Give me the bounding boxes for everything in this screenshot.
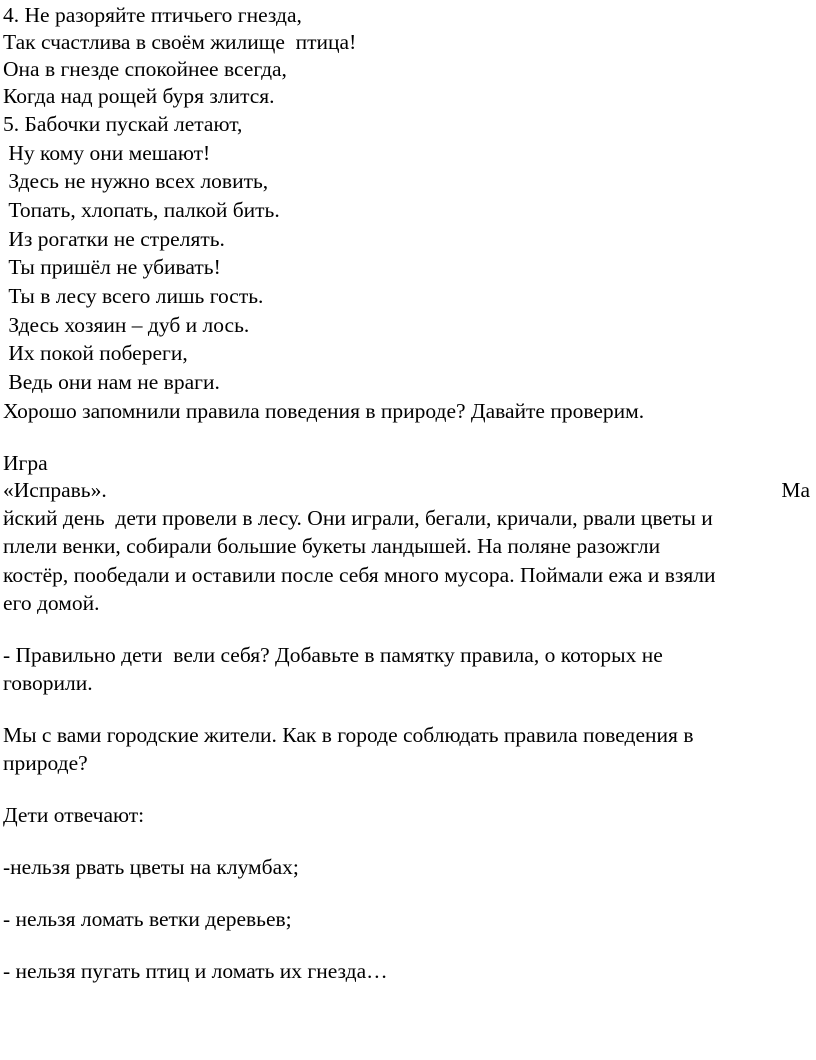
poem5-line-1: Ну кому они мешают! (3, 141, 211, 165)
poem5-line-6: Ты в лесу всего лишь гость. (3, 284, 264, 308)
game-story-line-4: его домой. (3, 591, 100, 615)
question1-line-1: - Правильно дети вели себя? Добавьте в памятку правила, о которых не (3, 643, 663, 667)
answer-item-3: - нельзя пугать птиц и ломать их гнезда… (3, 959, 388, 983)
answers-intro: Дети отвечают: (3, 803, 145, 827)
poem4-line-3: Она в гнезде спокойнее всегда, (3, 57, 287, 81)
poem5-line-8: Их покой побереги, (3, 341, 188, 365)
poem4-line-4: Когда над рощей буря злится. (3, 84, 275, 108)
answer-item-1: -нельзя рвать цветы на клумбах; (3, 855, 299, 879)
question1-line-2: говорили. (3, 671, 93, 695)
poem4-line-1: 4. Не разоряйте птичьего гнезда, (3, 3, 302, 27)
poem4-line-2: Так счастлива в своём жилище птица! (3, 30, 357, 54)
game-story-line-1: йский день дети провели в лесу. Они играли, бегали, кричали, рвали цветы и (3, 506, 713, 530)
check-question: Хорошо запомнили правила поведения в природе? Давайте проверим. (3, 399, 645, 423)
poem5-line-2: Здесь не нужно всех ловить, (3, 169, 269, 193)
poem5-line-5: Ты пришёл не убивать! (3, 255, 221, 279)
poem5-line-4: Из рогатки не стрелять. (3, 227, 225, 251)
game-story-start: Ма (781, 478, 810, 502)
question2-line-1: Мы с вами городские жители. Как в городе соблюдать правила поведения в (3, 723, 694, 747)
poem5-line-9: Ведь они нам не враги. (3, 370, 220, 394)
poem5-line-3: Топать, хлопать, палкой бить. (3, 198, 280, 222)
game-label: Игра (3, 451, 48, 475)
answer-item-2: - нельзя ломать ветки деревьев; (3, 907, 292, 931)
game-story-line-3: костёр, пообедали и оставили после себя много мусора. Поймали ежа и взяли (3, 563, 716, 587)
poem5-line-7: Здесь хозяин – дуб и лось. (3, 313, 250, 337)
poem5-title: 5. Бабочки пускай летают, (3, 112, 243, 136)
game-story-line-2: плели венки, собирали большие букеты ландышей. На поляне разожгли (3, 534, 661, 558)
question2-line-2: природе? (3, 751, 88, 775)
game-name: «Исправь». (3, 478, 107, 502)
